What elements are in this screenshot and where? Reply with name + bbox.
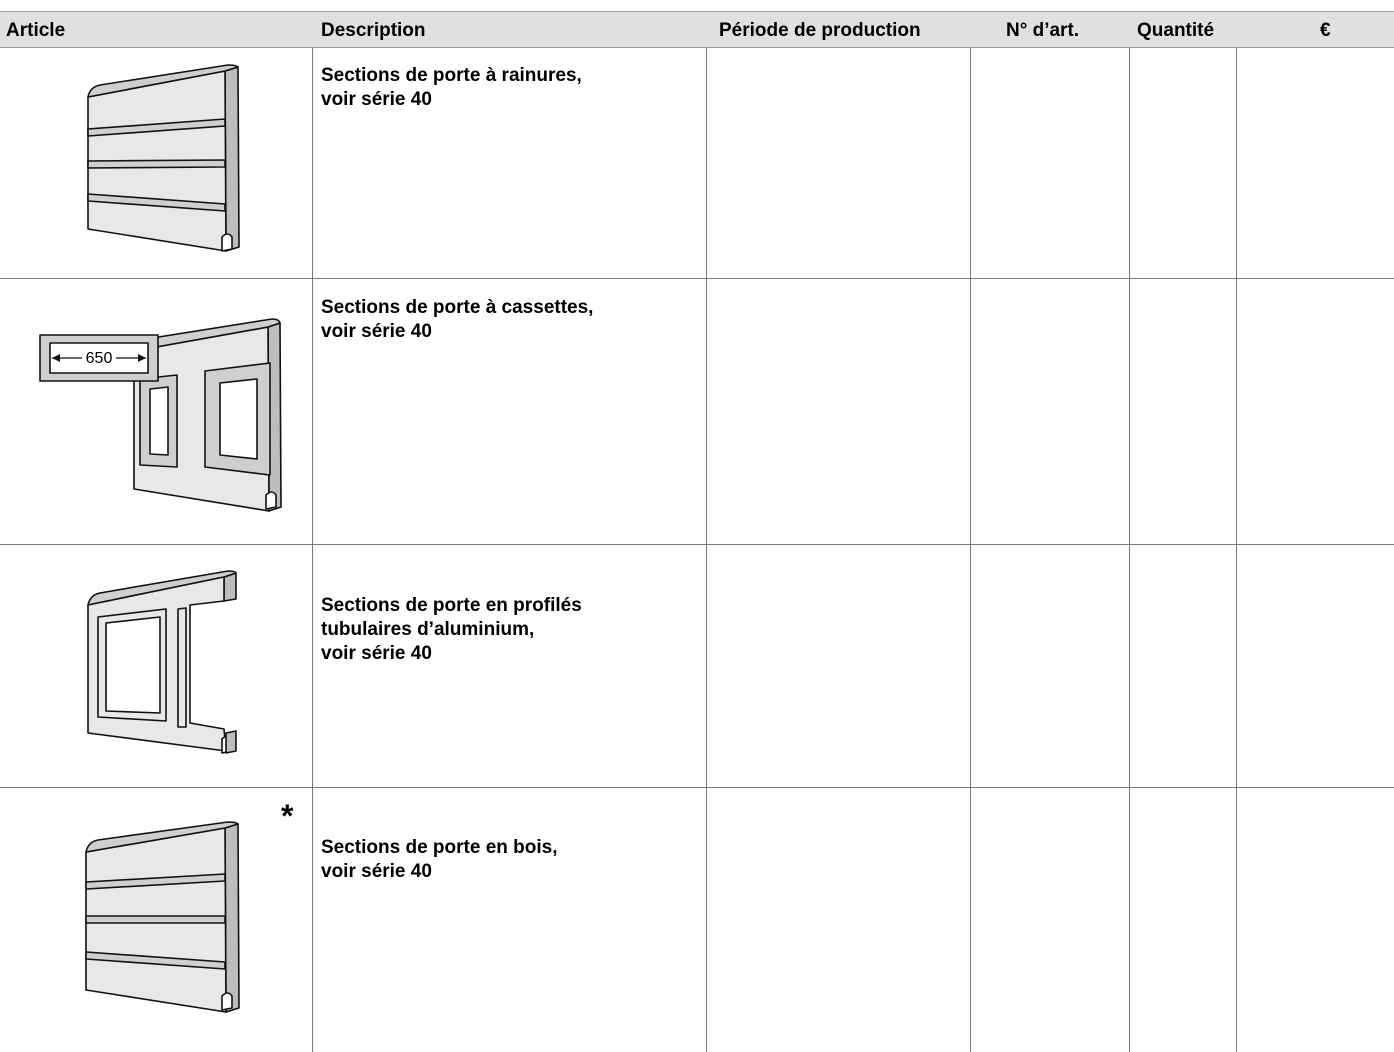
header-article: Article [6, 20, 66, 41]
wooden-door-section-illustration [0, 788, 312, 1052]
header-description: Description [321, 20, 426, 41]
column-divider [1129, 48, 1130, 1052]
table-header [0, 11, 1394, 48]
column-divider [1236, 48, 1237, 1052]
column-divider [706, 48, 707, 1052]
grooved-door-section-illustration [0, 49, 312, 278]
description-row-3: Sections de porte en profilés tubulaires d’aluminium, voir série 40 [321, 595, 582, 664]
dimension-label: 650 [85, 350, 113, 367]
description-row-4: Sections de porte en bois, voir série 40 [321, 837, 558, 882]
column-divider [970, 48, 971, 1052]
aluminium-frame-door-section-illustration [0, 545, 312, 787]
column-divider [312, 48, 313, 1052]
header-numero: N° d’art. [1006, 20, 1080, 41]
header-periode: Période de production [719, 20, 921, 41]
cassette-door-section-illustration [0, 279, 312, 544]
header-prix: € [1320, 20, 1331, 41]
description-row-2: Sections de porte à cassettes, voir série 40 [321, 297, 594, 342]
header-quantite: Quantité [1137, 20, 1215, 41]
asterisk-marker: * [281, 798, 294, 834]
description-row-1: Sections de porte à rainures, voir série 40 [321, 65, 582, 110]
